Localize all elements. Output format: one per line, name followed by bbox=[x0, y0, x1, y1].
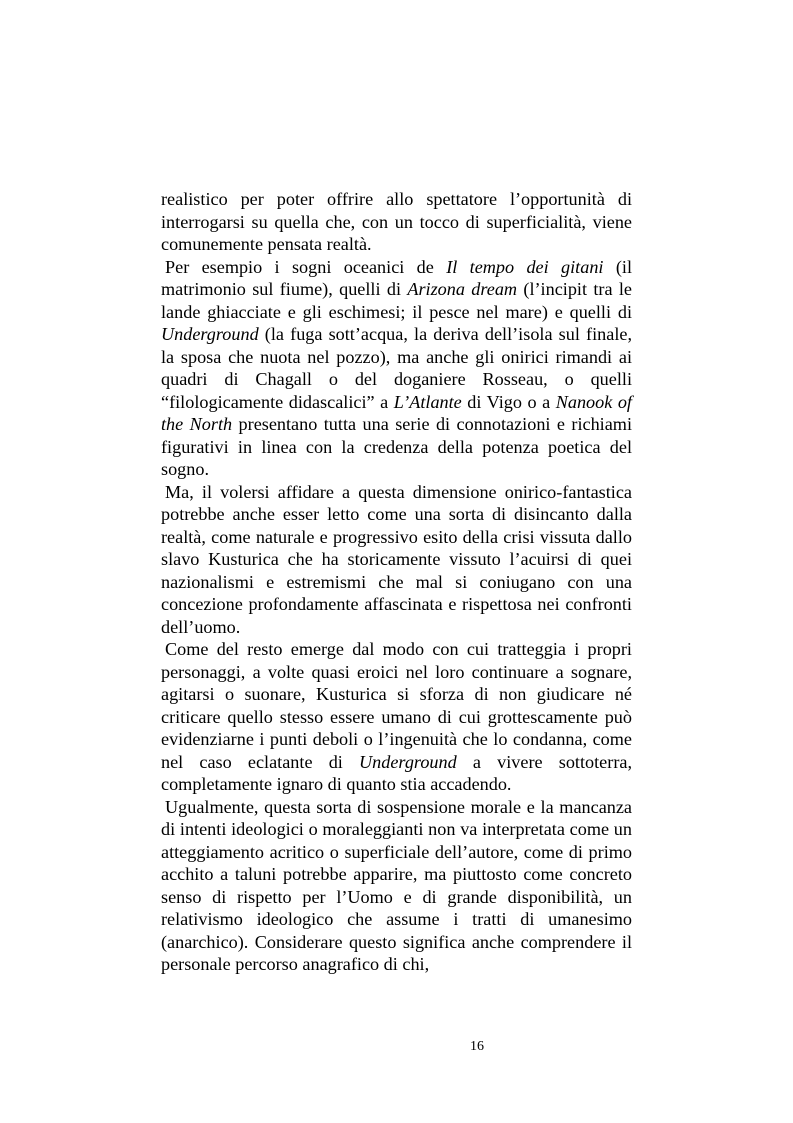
text-segment: realistico per poter offrire allo spettatore l’opportunità di interrogarsi su quella che, con un tocco di superficialità, viene comunemente pensata realtà. bbox=[161, 189, 632, 254]
italic-title: L’Atlante bbox=[393, 391, 462, 412]
paragraph-5 bbox=[161, 796, 632, 976]
page-body bbox=[161, 188, 632, 976]
paragraph-1 bbox=[161, 188, 632, 256]
paragraph-4 bbox=[161, 638, 632, 796]
italic-title: Arizona dream bbox=[407, 279, 518, 299]
text-segment: a vivere sottoterra, completamente ignaro di quanto stia accadendo. bbox=[161, 751, 632, 794]
paragraph-3 bbox=[161, 481, 632, 639]
text-segment: Come del resto emerge dal modo con cui tratteggia i propri personaggi, a volte quasi eroici nel loro continuare a sognare, agitarsi o suonare, Kusturica si sforza di non giudicare né criticare quello stesso essere umano di cui grottescamente può evidenziarne i punti deboli o l’ingenuità che lo condanna, come nel caso eclatante di bbox=[161, 639, 632, 772]
italic-title: Underground bbox=[359, 751, 457, 772]
text-segment: Per esempio i sogni oceanici de bbox=[165, 256, 447, 277]
italic-title: Nanook of the North bbox=[161, 391, 632, 434]
text-segment: Ma, il volersi affidare a questa dimensione onirico-fantastica potrebbe anche esser letto come una sorta di disincanto dalla realtà, come naturale e progressivo esito della crisi vissuta dallo slavo Kusturica che ha storicamente vissuto l’acuirsi di quei nazionalismi e estremismi che mal si coniugano con una concezione profondamente affascinata e rispettosa nei confronti dell’uomo. bbox=[161, 481, 632, 637]
text-segment: Ugualmente, questa sorta di sospensione morale e la mancanza di intenti ideologici o moraleggianti non va interpretata come un atteggiamento acritico o superficiale dell’autore, come di primo acchito a taluni potrebbe apparire, ma piuttosto come concreto senso di rispetto per l’Uomo e di grande disponibilità, un relativismo ideologico che assume i tratti di umanesimo (anarchico). Considerare questo significa anche comprendere il personale percorso anagrafico di chi, bbox=[161, 796, 632, 974]
page-number: 16 bbox=[470, 1039, 484, 1054]
italic-title: Underground bbox=[161, 324, 259, 344]
italic-title: Il tempo dei gitani bbox=[446, 256, 604, 277]
text-segment: (l’incipit tra le lande ghiacciate e gli eschimesi; il pesce nel mare) e quelli di bbox=[161, 279, 632, 322]
text-segment: di Vigo o a bbox=[461, 391, 556, 412]
text-segment: presentano tutta una serie di connotazioni e richiami figurativi in linea con la credenza della potenza poetica del sogno. bbox=[161, 414, 632, 479]
text-segment: (la fuga sott’acqua, la deriva dell’isola sul finale, la sposa che nuota nel pozzo), ma anche gli onirici rimandi ai quadri di Chagall o del doganiere Rosseau, o quelli “filologicamente didascalici” a bbox=[161, 324, 632, 412]
paragraph-2 bbox=[161, 256, 632, 481]
text-segment: (il matrimonio sul fiume), quelli di bbox=[161, 256, 633, 299]
